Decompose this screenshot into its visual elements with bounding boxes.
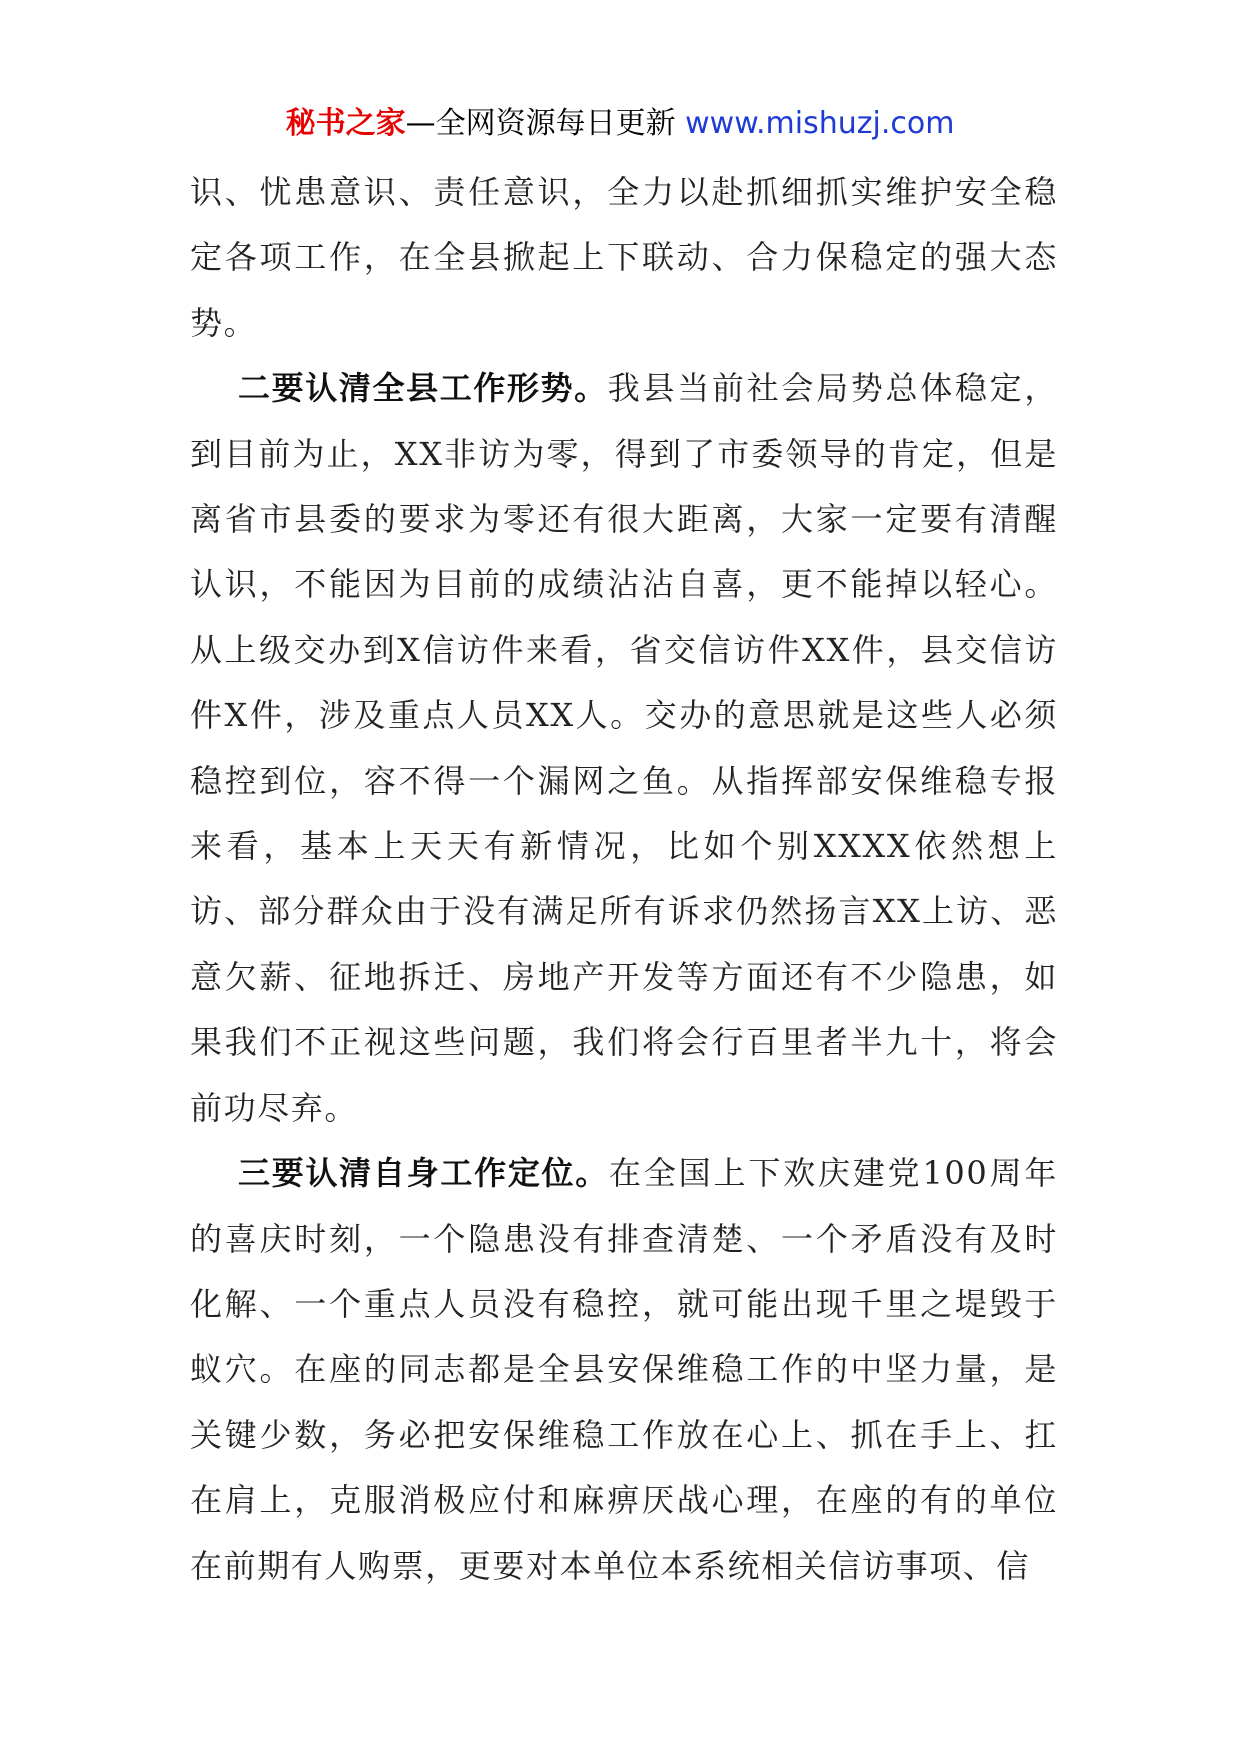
- paragraph-text: 识、忧患意识、责任意识，全力以赴抓细抓实维护安全稳定各项工作，在全县掀起上下联动、合力保稳定的强大态势。: [190, 173, 1058, 342]
- paragraph-text: 我县当前社会局势总体稳定，到目前为止，XX非访为零，得到了市委领导的肯定，但是离省市县委的要求为零还有很大距离，大家一定要有清醒认识，不能因为目前的成绩沾沾自喜，更不能掉以轻心。从上级交办到X信访件来看，省交信访件XX件，县交信访件X件，涉及重点人员XX人。交办的意思就是这些人必须稳控到位，容不得一个漏网之鱼。从指挥部安保维稳专报来看，基本上天天有新情况，比如个别XXXX依然想上访、部分群众由于没有满足所有诉求仍然扬言XX上访、恶意欠薪、征地拆迁、房地产开发等方面还有不少隐患，如果我们不正视这些问题，我们将会行百里者半九十，将会前功尽弃。: [190, 369, 1058, 1127]
- paragraph-text: 在全国上下欢庆建党100周年的喜庆时刻，一个隐患没有排查清楚、一个矛盾没有及时化解、一个重点人员没有稳控，就可能出现千里之堤毁于蚁穴。在座的同志都是全县安保维稳工作的中坚力量，是关键少数，务必把安保维稳工作放在心上、抓在手上、扛在肩上，克服消极应付和麻痹厌战心理，在座的有的单位在前期有人购票，更要对本单位本系统相关信访事项、信: [190, 1154, 1058, 1585]
- paragraph-heading: 三要认清自身工作定位。: [238, 1154, 610, 1193]
- header-url-link[interactable]: www.mishuzj.com: [685, 106, 955, 141]
- header-slogan: —全网资源每日更新: [405, 106, 676, 141]
- paragraph-heading: 二要认清全县工作形势。: [238, 369, 608, 408]
- paragraph-continuation: [190, 160, 1058, 356]
- header-brand: 秘书之家: [285, 106, 406, 141]
- page-header: [0, 100, 1240, 148]
- document-body: [190, 160, 1058, 1599]
- paragraph-work-situation: [190, 356, 1058, 1141]
- paragraph-self-positioning: [190, 1141, 1058, 1599]
